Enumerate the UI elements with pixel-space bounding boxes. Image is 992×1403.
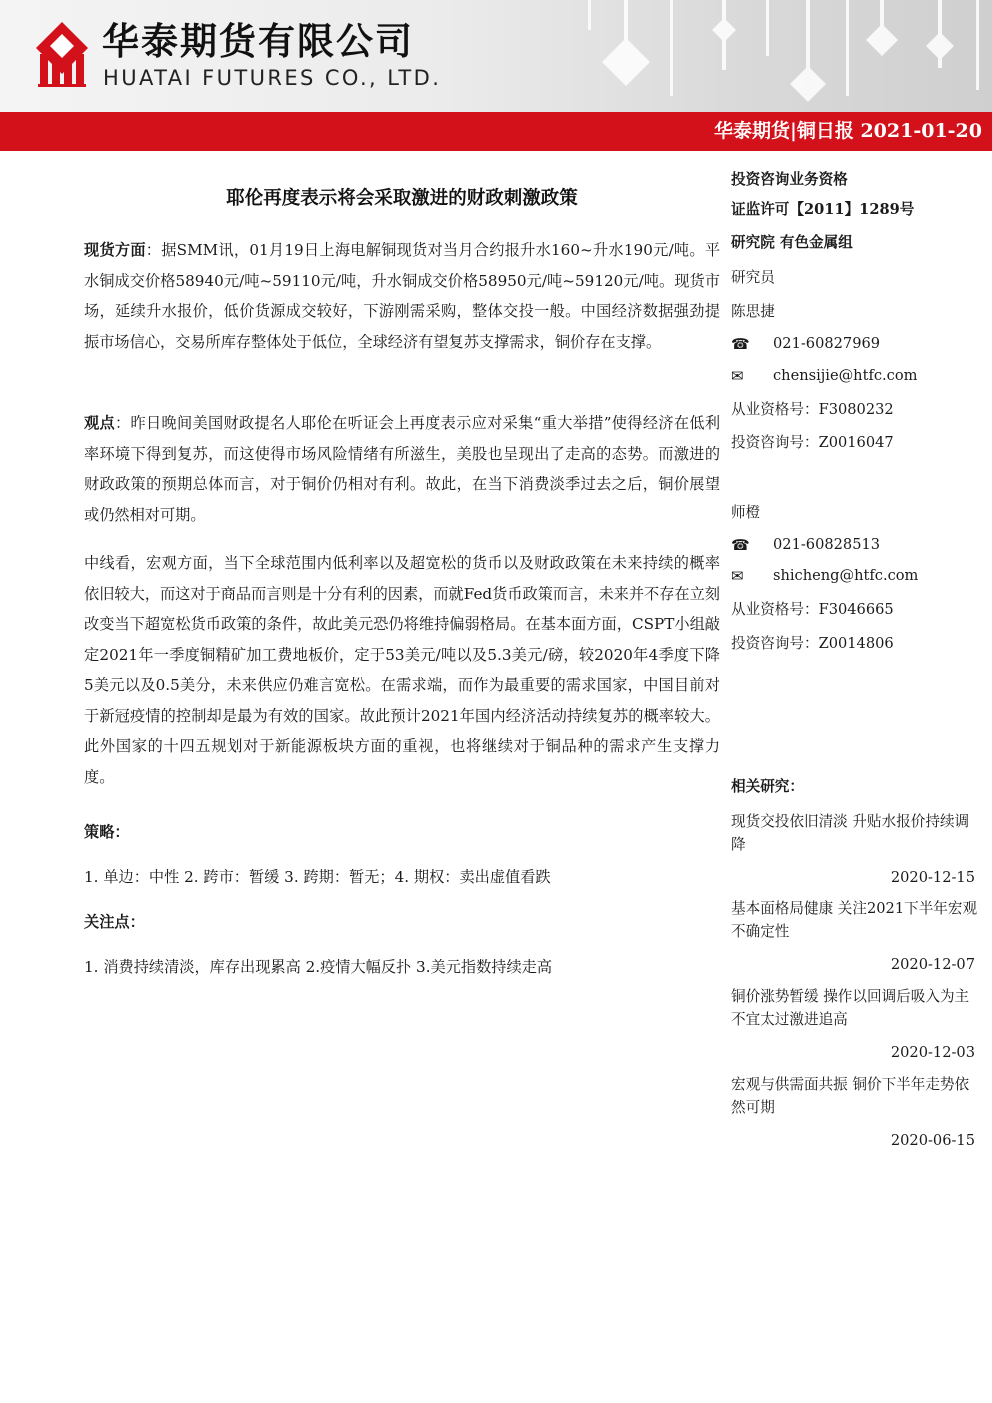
midterm-paragraph: 中线看，宏观方面，当下全球范围内低利率以及超宽松的货币以及财政政策在未来持续的概率依旧较大，而这对于商品而言则是十分有利的因素，而就Fed货币政策而言，未来并不存在立刻改变当下超宽松货币政策的条件，故此美元恐仍将维持偏弱格局。在基本面方面，CSPT小组敲定2021年一季度铜精矿加工费地板价，定于53美元/吨以及5.3美元/磅，较2020年4季度下降5美元以及0.5美分，未来供应仍难言宽松。在需求端，而作为最重要的需求国家，中国目前对于新冠疫情的控制却是最为有效的国家。故此预计2021年国内经济活动持续复苏的概率较大。此外国家的十四五规划对于新能源板块方面的重视，也将继续对于铜品种的需求产生支撑力度。 bbox=[84, 554, 720, 786]
phone-icon: ☎ bbox=[731, 335, 750, 353]
analyst-email[interactable]: shicheng@htfc.com bbox=[773, 567, 919, 584]
related-item-date: 2020-12-07 bbox=[890, 956, 975, 973]
report-title: 耶伦再度表示将会采取激进的财政刺激政策 bbox=[226, 188, 578, 209]
related-item-date: 2020-06-15 bbox=[890, 1132, 975, 1149]
header-decoration bbox=[540, 0, 992, 112]
analyst-phone: 021-60827969 bbox=[773, 335, 881, 352]
strategy-heading: 策略： bbox=[84, 823, 130, 841]
view-text: 昨日晚间美国财政提名人耶伦在听证会上再度表示应对采集“重大举措”使得经济在低利率环境下得到复苏，而这使得市场风险情绪有所滋生，美股也呈现出了走高的态势。而激进的财政政策的预期总体而言，对于铜价仍相对有利。故此，在当下消费淡季过去之后，铜价展望或仍然相对可期。 bbox=[84, 414, 721, 524]
spot-lead: 现货方面 bbox=[84, 241, 146, 259]
role-label: 研究员 bbox=[731, 269, 775, 286]
analyst-license: 从业资格号：F3046665 bbox=[731, 601, 894, 618]
email-icon: ✉ bbox=[731, 367, 744, 385]
company-name-en: HUATAI FUTURES CO., LTD. bbox=[103, 66, 442, 90]
related-item-title[interactable]: 宏观与供需面共振 铜价下半年走势依然可期 bbox=[731, 1076, 970, 1116]
analyst-name: 师橙 bbox=[731, 504, 761, 521]
spot-text: 据SMM讯，01月19日上海电解铜现货对当月合约报升水160~升水190元/吨。平水铜成交价格58940元/吨~59110元/吨，升水铜成交价格58950元/吨~59120元/吨。现货市场，延续升水报价，低价货源成交较好，下游刚需采购，整体交投一般。中国经济数据强劲提振市场信心，交易所库存整体处于低位，全球经济有望复苏支撑需求，铜价存在支撑。 bbox=[84, 241, 721, 351]
related-item-title[interactable]: 现货交投依旧清淡 升贴水报价持续调降 bbox=[731, 813, 970, 853]
report-banner-text: 华泰期货|铜日报 2021-01-20 bbox=[713, 120, 982, 142]
analyst-phone: 021-60828513 bbox=[773, 536, 881, 553]
huatai-logo-icon bbox=[34, 20, 90, 88]
focus-heading: 关注点： bbox=[84, 913, 145, 931]
report-banner bbox=[0, 112, 992, 151]
analyst-consult-no: 投资咨询号：Z0016047 bbox=[731, 434, 894, 451]
analyst-consult-no: 投资咨询号：Z0014806 bbox=[731, 635, 894, 652]
qualification-line1: 投资咨询业务资格 bbox=[731, 171, 848, 188]
qualification-line2: 证监许可【2011】1289号 bbox=[731, 201, 915, 218]
page-header bbox=[0, 0, 992, 112]
strategy-text: 1. 单边：中性 2. 跨市：暂缓 3. 跨期：暂无；4. 期权：卖出虚值看跌 bbox=[84, 868, 551, 886]
institute-label: 研究院 有色金属组 bbox=[731, 234, 853, 251]
related-item-date: 2020-12-03 bbox=[890, 1044, 975, 1061]
spot-sep: ： bbox=[145, 241, 162, 259]
email-icon: ✉ bbox=[731, 567, 744, 585]
related-item-title[interactable]: 铜价涨势暂缓 操作以回调后吸入为主不宜太过激进追高 bbox=[731, 988, 970, 1028]
focus-text: 1. 消费持续清淡，库存出现累高 2.疫情大幅反扑 3.美元指数持续走高 bbox=[84, 958, 553, 976]
related-item-title[interactable]: 基本面格局健康 关注2021下半年宏观不确定性 bbox=[731, 900, 978, 940]
related-item-date: 2020-12-15 bbox=[890, 869, 975, 886]
spot-paragraph bbox=[84, 235, 720, 357]
phone-icon: ☎ bbox=[731, 536, 750, 554]
view-lead: 观点 bbox=[84, 414, 116, 432]
company-name-cn: 华泰期货有限公司 bbox=[102, 20, 414, 63]
analyst-email[interactable]: chensijie@htfc.com bbox=[773, 367, 918, 384]
view-sep: ： bbox=[115, 414, 131, 432]
view-paragraph bbox=[84, 408, 720, 530]
analyst-name: 陈思捷 bbox=[731, 303, 775, 320]
analyst-license: 从业资格号：F3080232 bbox=[731, 401, 894, 418]
related-heading: 相关研究： bbox=[731, 778, 804, 795]
